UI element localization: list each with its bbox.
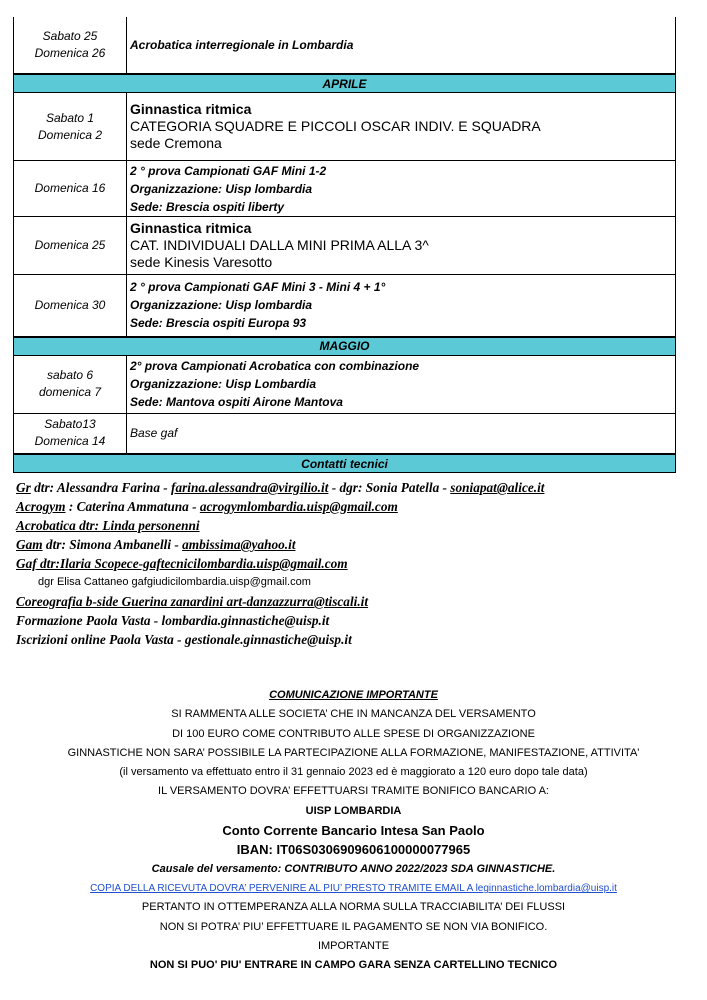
receipt-email-link[interactable] (0, 879, 707, 898)
notice-line (0, 725, 707, 744)
event-line: Base gaf (130, 426, 178, 441)
event-line: Ginnastica ritmica (130, 220, 252, 236)
month-header-row (14, 454, 676, 473)
event-line: Organizzazione: Uisp Lombardia (130, 377, 317, 391)
event-line: 2° prova Campionati Acrobatica con combinazione (130, 359, 420, 373)
event-date (14, 275, 127, 337)
contact-line (16, 535, 656, 554)
schedule-row (14, 17, 676, 74)
schedule-body (14, 17, 676, 473)
date-line: Domenica 16 (34, 181, 106, 195)
event-description (127, 161, 676, 217)
notice-line (0, 782, 707, 801)
contact-line (16, 611, 656, 630)
contact-line (16, 497, 656, 516)
notice-line (0, 860, 707, 879)
notice-text: GINNASTICHE NON SARA’ POSSIBILE LA PARTECIPAZIONE ALLA FORMAZIONE, MANIFESTAZIONE, ATTIVITA' (67, 746, 640, 759)
date-line: Domenica 25 (34, 238, 106, 252)
event-description (127, 413, 676, 454)
event-line: 2 ° prova Campionati GAF Mini 1-2 (130, 163, 327, 178)
event-line: Organizzazione: Uisp lombardia (130, 298, 313, 313)
notice-text: Causale del versamento: CONTRIBUTO ANNO 2022/2023 SDA GINNASTICHE. (151, 862, 556, 875)
schedule-row (14, 413, 676, 454)
contact-text: Gr (16, 480, 31, 495)
contact-line (16, 592, 656, 611)
notice-line (0, 705, 707, 724)
schedule-row (14, 275, 676, 337)
contact-text: - dgr: Sonia Patella - (328, 480, 451, 495)
event-date (14, 17, 127, 74)
event-line: Ginnastica ritmica (130, 101, 252, 117)
notice-text: IBAN: IT06S0306909606100000077965 (236, 842, 471, 858)
contact-line (16, 630, 656, 649)
schedule-row (14, 355, 676, 413)
contact-text: farina.alessandra@virgilio.it (171, 480, 329, 495)
event-description (127, 217, 676, 275)
month-header: Contatti tecnici (14, 454, 676, 473)
date-line: Domenica 2 (37, 127, 103, 142)
contact-text: dtr: Alessandra Farina - (30, 480, 172, 495)
month-header: MAGGIO (14, 337, 676, 356)
date-line: Sabato 1 (45, 110, 95, 125)
notice-line (0, 744, 707, 763)
notice-text: PERTANTO IN OTTEMPERANZA ALLA NORMA SULLA TRACCIABILITA’ DEI FLUSSI (141, 901, 566, 914)
date-line: Domenica 30 (34, 297, 106, 312)
event-date (14, 93, 127, 161)
notice-line (0, 821, 707, 840)
contact-text: dtr: Simona Ambanelli - (42, 537, 183, 552)
event-line: Sede: Brescia ospiti Europa 93 (130, 316, 307, 331)
date-line: sabato 6 (46, 368, 94, 382)
notice-line (0, 898, 707, 917)
date-line: Sabato 25 (42, 29, 98, 43)
notice-line (0, 840, 707, 859)
event-description (127, 275, 676, 337)
event-description (127, 355, 676, 413)
technical-contacts (16, 478, 656, 649)
event-date (14, 217, 127, 275)
event-line: Organizzazione: Uisp lombardia (130, 181, 313, 196)
contact-line (16, 516, 656, 535)
event-line: Sede: Brescia ospiti liberty (130, 199, 285, 214)
contact-text: Iscrizioni online Paola Vasta - gestionale.ginnastiche@uisp.it (16, 632, 352, 647)
date-line: Sabato13 (44, 417, 96, 432)
month-header-row (14, 74, 676, 93)
contact-text: Formazione Paola Vasta - lombardia.ginnastiche@uisp.it (16, 613, 330, 628)
notice-line (0, 956, 707, 975)
schedule-row (14, 217, 676, 275)
schedule-row (14, 161, 676, 217)
event-description (127, 17, 676, 74)
notice-line (0, 763, 707, 782)
notice-text: IMPORTANTE (317, 939, 390, 952)
notice-line (0, 802, 707, 821)
notice-text[interactable]: COPIA DELLA RICEVUTA DOVRA’ PERVENIRE AL PIU’ PRESTO TRAMITE EMAIL A leginnastiche.lombardia@uisp.it (90, 882, 617, 894)
contact-text: acrogymlombardia.uisp@gmail.com (199, 499, 398, 514)
month-header-row (14, 337, 676, 356)
schedule-row (14, 93, 676, 161)
date-line: Domenica 14 (34, 434, 106, 449)
notice-text: UISP LOMBARDIA (305, 804, 402, 817)
event-date (14, 161, 127, 217)
notice-text: NON SI PUO' PIU' ENTRARE IN CAMPO GARA SENZA CARTELLINO TECNICO (149, 959, 558, 972)
event-date (14, 355, 127, 413)
event-line: CATEGORIA SQUADRE E PICCOLI OSCAR INDIV. E SQUADRA (130, 118, 541, 134)
notice-text: DI 100 EURO COME CONTRIBUTO ALLE SPESE DI ORGANIZZAZIONE (172, 727, 535, 740)
notice-text: SI RAMMENTA ALLE SOCIETA’ CHE IN MANCANZA DEL VERSAMENTO (171, 708, 536, 721)
schedule-table (13, 17, 676, 473)
contact-text: Gam (16, 537, 43, 552)
event-date (14, 413, 127, 454)
contact-text: Coreografia b-side Guerina zanardini art-danzazzurra@tiscali.it (16, 594, 369, 609)
contact-text: dtr:Ilaria Scopece-gaftecnicilombardia.uisp@gmail.com (36, 556, 348, 571)
date-line: Domenica 26 (34, 46, 106, 60)
event-line: Acrobatica interregionale in Lombardia (130, 38, 354, 52)
event-line: CAT. INDIVIDUALI DALLA MINI PRIMA ALLA 3^ (130, 237, 429, 253)
contact-text: ambissima@yahoo.it (182, 537, 296, 552)
notice-text: Conto Corrente Bancario Intesa San Paolo (222, 823, 485, 839)
month-header: APRILE (14, 74, 676, 93)
notice-line (0, 918, 707, 937)
notice-text: IL VERSAMENTO DOVRA’ EFFETTUARSI TRAMITE BONIFICO BANCARIO A: (158, 785, 549, 798)
event-line: 2 ° prova Campionati GAF Mini 3 - Mini 4 + 1° (130, 280, 386, 295)
notice-text: (il versamento va effettuato entro il 31 gennaio 2023 ed è maggiorato a 120 euro dopo tale data) (119, 766, 588, 779)
notice-text: COMUNICAZIONE IMPORTANTE (269, 689, 438, 701)
contact-line (16, 554, 656, 573)
notice-line (0, 686, 707, 705)
event-line: sede Cremona (130, 135, 222, 151)
contact-line: dgr Elisa Cattaneo gafgiudicilombardia.uisp@gmail.com (38, 576, 311, 588)
event-line: sede Kinesis Varesotto (130, 254, 273, 270)
contact-text: soniapat@alice.it (450, 480, 545, 495)
contact-text: Acrobatica dtr: Linda personenni (16, 518, 200, 533)
event-line: Sede: Mantova ospiti Airone Mantova (130, 395, 343, 409)
contact-text: Acrogym (16, 499, 66, 514)
event-description (127, 93, 676, 161)
contact-text: : Caterina Ammatuna - (65, 499, 200, 514)
date-line: domenica 7 (38, 385, 102, 399)
important-notice (0, 686, 707, 975)
notice-text: NON SI POTRA’ PIU’ EFFETTUARE IL PAGAMENTO SE NON VIA BONIFICO. (159, 920, 548, 933)
contact-line (16, 478, 656, 497)
notice-line (0, 937, 707, 956)
contact-text: Gaf (16, 556, 37, 571)
